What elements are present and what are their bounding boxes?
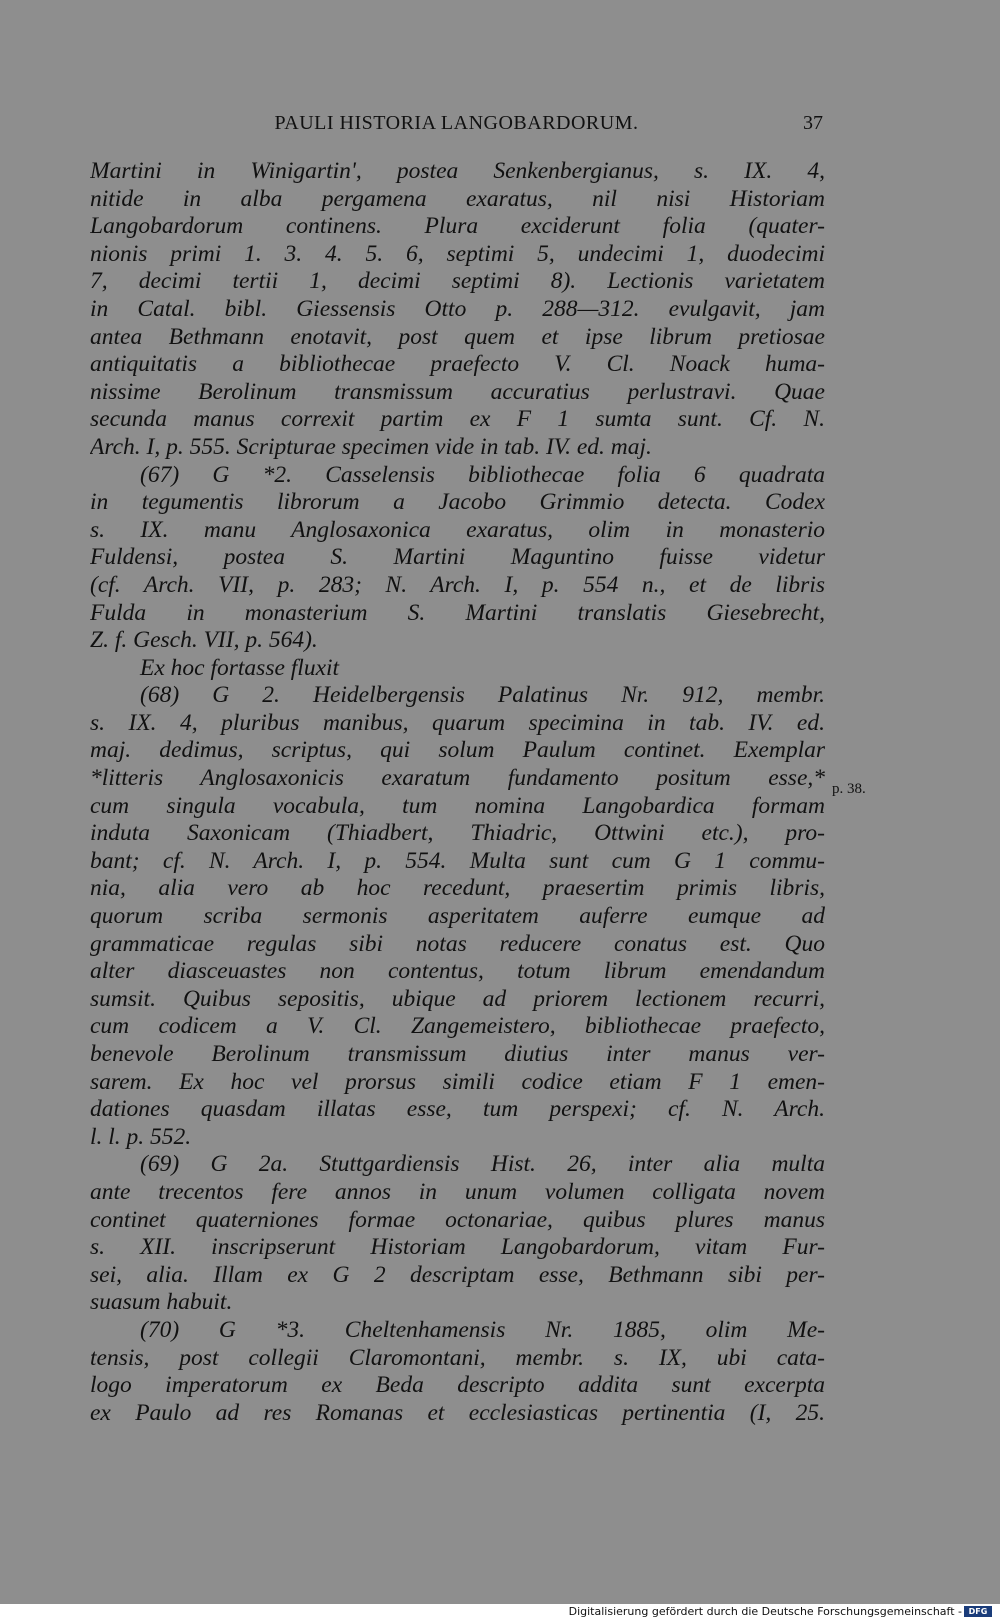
text-line: ex Paulo ad res Romanas et ecclesiasticas pertinentia (I, 25. xyxy=(90,1399,825,1426)
text-line: (67) G *2. Casselensis bibliothecae folia 6 quadrata xyxy=(140,461,825,488)
text-line: 7, decimi tertii 1, decimi septimi 8). Lectionis varietatem xyxy=(90,268,825,295)
text-line: grammaticae regulas sibi notas reducere conatus est. Quo xyxy=(90,930,825,957)
text-line: suasum habuit. xyxy=(90,1289,233,1316)
text-line: in tegumentis librorum a Jacobo Grimmio detecta. Codex xyxy=(90,489,825,516)
text-line: Fulda in monasterium S. Martini translatis Giesebrecht, xyxy=(90,599,825,626)
text-line: bant; cf. N. Arch. I, p. 554. Multa sunt cum G 1 commu- xyxy=(90,847,825,874)
text-line: (69) G 2a. Stuttgardiensis Hist. 26, inter alia multa xyxy=(140,1151,825,1178)
funding-credit: Digitalisierung gefördert durch die Deutsche Forschungsgemeinschaft - xyxy=(568,1605,962,1618)
text-line: (70) G *3. Cheltenhamensis Nr. 1885, olim Me- xyxy=(140,1316,825,1343)
text-line: secunda manus correxit partim ex F 1 sumta sunt. Cf. N. xyxy=(90,406,825,433)
text-line: tensis, post collegii Claromontani, membr. s. IX, ubi cata- xyxy=(90,1344,825,1371)
text-line: s. IX. manu Anglosaxonica exaratus, olim in monasterio xyxy=(90,516,825,543)
text-line: antea Bethmann enotavit, post quem et ipse librum pretiosae xyxy=(90,323,825,350)
text-line: l. l. p. 552. xyxy=(90,1123,192,1150)
text-line: sumsit. Quibus sepositis, ubique ad priorem lectionem recurri, xyxy=(90,985,825,1012)
text-line: in Catal. bibl. Giessensis Otto p. 288—312. evulgavit, jam xyxy=(90,295,825,322)
text-line: maj. dedimus, scriptus, qui solum Paulum continet. Exemplar xyxy=(90,737,825,764)
text-line: cum codicem a V. Cl. Zangemeistero, bibliothecae praefecto, xyxy=(90,1013,825,1040)
text-line: nionis primi 1. 3. 4. 5. 6, septimi 5, undecimi 1, duodecimi xyxy=(90,240,825,267)
text-line: cum singula vocabula, tum nomina Langobardica formam xyxy=(90,792,825,819)
text-line: sarem. Ex hoc vel prorsus simili codice etiam F 1 emen- xyxy=(90,1068,825,1095)
text-line: logo imperatorum ex Beda descripto addita sunt excerpta xyxy=(90,1372,825,1399)
text-line: induta Saxonicam (Thiadbert, Thiadric, Ottwini etc.), pro- xyxy=(90,820,825,847)
text-line: Ex hoc fortasse fluxit xyxy=(140,654,340,681)
text-line: s. IX. 4, pluribus manibus, quarum specimina in tab. IV. ed. xyxy=(90,709,825,736)
text-line: *litteris Anglosaxonicis exaratum fundamento positum esse,* xyxy=(90,765,825,792)
text-line: benevole Berolinum transmissum diutius inter manus ver- xyxy=(90,1041,825,1067)
dfg-logo: DFG xyxy=(964,1606,992,1617)
text-line: quorum scriba sermonis asperitatem auferre eumque ad xyxy=(90,903,825,930)
text-line: Langobardorum continens. Plura exciderunt folia (quater- xyxy=(90,213,825,240)
text-line: sei, alia. Illam ex G 2 descriptam esse, Bethmann sibi per- xyxy=(90,1261,825,1288)
text-line: Martini in Winigartin', postea Senkenbergianus, s. IX. 4, xyxy=(90,158,825,184)
text-line: alter diasceuastes non contentus, totum librum emendandum xyxy=(90,958,825,985)
body-text xyxy=(90,158,825,1427)
text-line: dationes quasdam illatas esse, tum perspexi; cf. N. Arch. xyxy=(90,1096,825,1123)
text-line: nissime Berolinum transmissum accuratius perlustravi. Quae xyxy=(90,378,825,405)
text-line: ante trecentos fere annos in unum volumen colligata novem xyxy=(90,1178,825,1205)
running-title: PAULI HISTORIA LANGOBARDORUM. xyxy=(274,112,639,134)
digitization-footer xyxy=(0,1604,1000,1619)
text-line: nia, alia vero ab hoc recedunt, praesertim primis libris, xyxy=(90,875,825,902)
text-line: antiquitatis a bibliothecae praefecto V. Cl. Noack huma- xyxy=(90,351,825,378)
text-line: Arch. I, p. 555. Scripturae specimen vide in tab. IV. ed. maj. xyxy=(90,433,652,460)
text-line: Fuldensi, postea S. Martini Maguntino fuisse videtur xyxy=(90,544,825,571)
text-line: Z. f. Gesch. VII, p. 564). xyxy=(90,627,318,654)
text-line: (cf. Arch. VII, p. 283; N. Arch. I, p. 554 n., et de libris xyxy=(90,571,825,598)
text-line: s. XII. inscripserunt Historiam Langobardorum, vitam Fur- xyxy=(90,1234,825,1261)
text-line: (68) G 2. Heidelbergensis Palatinus Nr. 912, membr. xyxy=(140,682,825,709)
running-head xyxy=(90,112,823,142)
text-line: continet quaterniones formae octonariae, quibus plures manus xyxy=(90,1206,825,1233)
page-number: 37 xyxy=(803,112,823,134)
margin-page-reference: p. 38. xyxy=(832,781,866,797)
text-line: nitide in alba pergamena exaratus, nil nisi Historiam xyxy=(90,185,825,212)
